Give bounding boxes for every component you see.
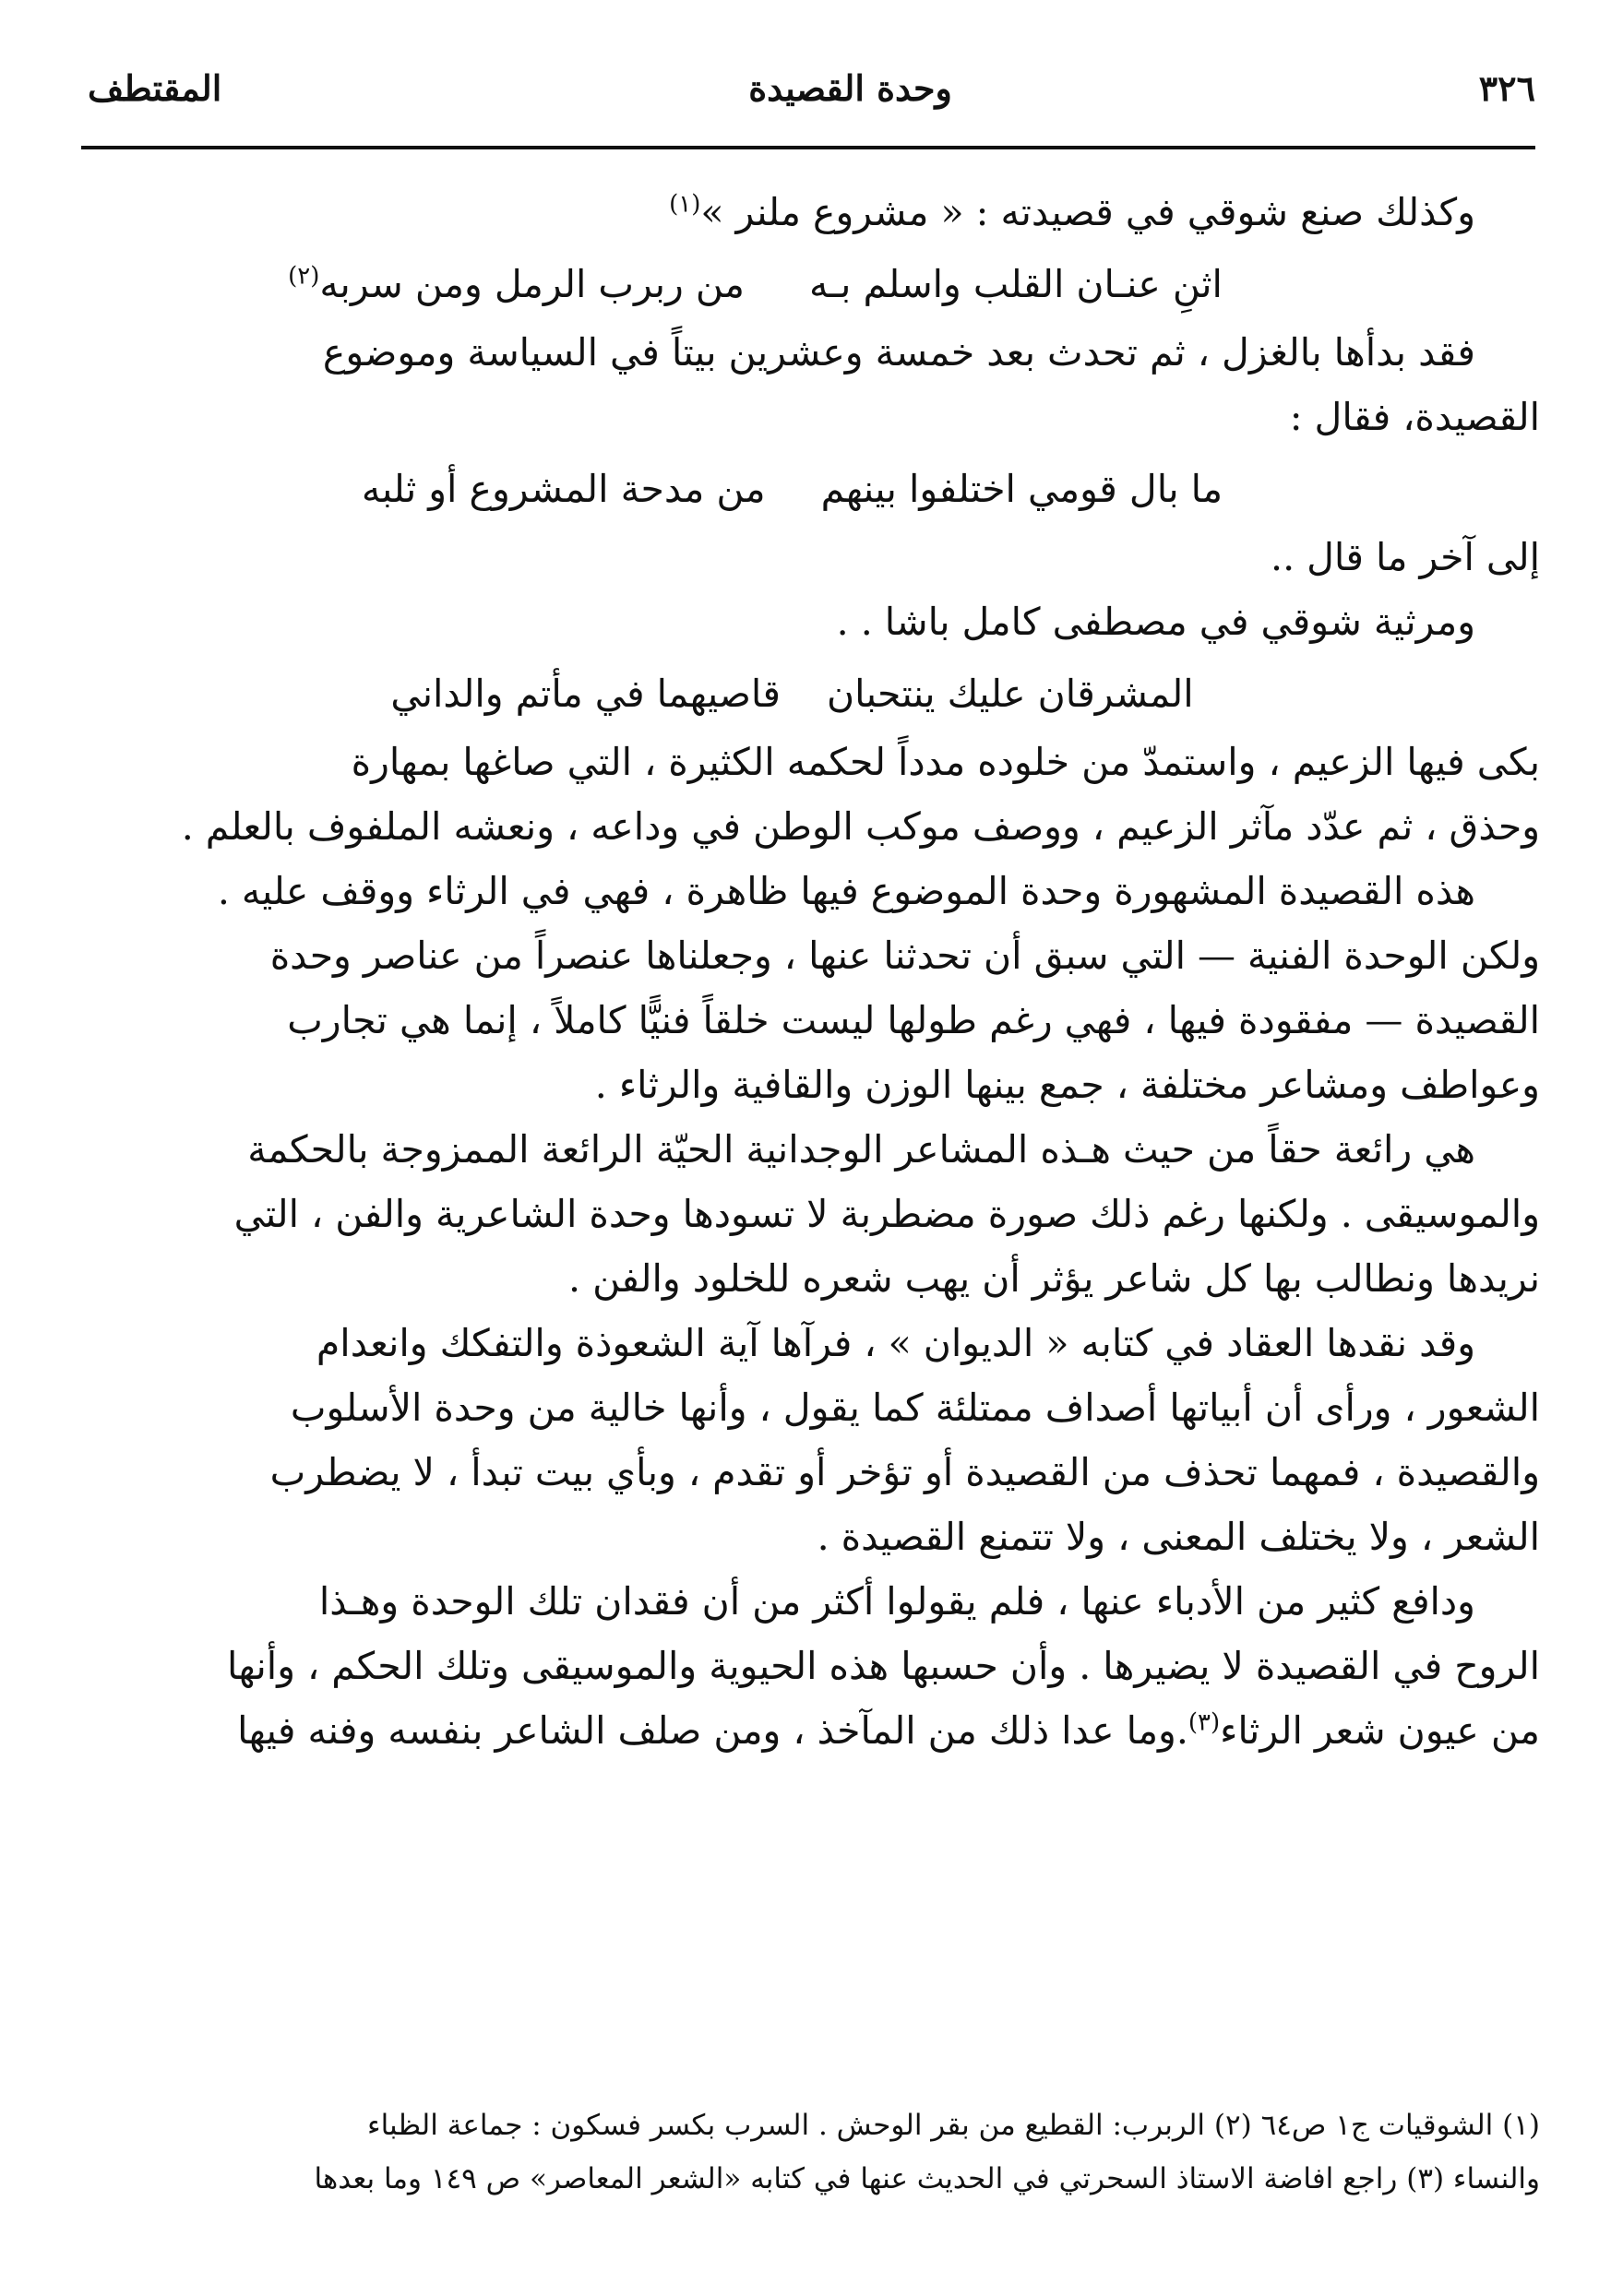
footnote-marker-3: (٣) — [1187, 1708, 1221, 1737]
paragraph-3: ومرثية شوقي في مصطفى كامل باشا . . — [836, 600, 1475, 644]
paragraph-7-line: نريدها ونطالب بها كل شاعر يؤثر أن يهب شعره للخلود والفن . — [568, 1256, 1540, 1301]
verse-2 — [81, 457, 1540, 521]
paragraph-8-line: والقصيدة ، فمهما تحذف من القصيدة أو تؤخر أو تقدم ، وبأي بيت تبدأ ، لا يضطرب — [269, 1450, 1540, 1494]
verse-3 — [81, 661, 1540, 726]
paragraph-8-line: الشعور ، ورأى أن أبياتها أصداف ممتلئة كما يقول ، وأنها خالية من وحدة الأسلوب — [290, 1386, 1540, 1430]
verse-1 — [81, 252, 1540, 316]
verse-3-first-hemistich: المشرقان عليك ينتحبان — [826, 672, 1194, 716]
footnote-marker-1: (١) — [669, 190, 701, 219]
paragraph-8-line: الشعر ، ولا يختلف المعنى ، ولا تتمنع القصيدة . — [817, 1515, 1540, 1559]
paragraph-4-line: بكى فيها الزعيم ، واستمدّ من خلوده مدداً لحكمه الكثيرة ، التي صاغها بمهارة — [351, 740, 1540, 784]
paragraph-2: إلى آخر ما قال .. — [1271, 535, 1540, 579]
verse-2-second-hemistich: من مدحة المشروع أو ثلبه — [361, 467, 766, 511]
paragraph-4-line: وحذق ، ثم عدّد مآثر الزعيم ، ووصف موكب الوطن في وداعه ، ونعشه الملفوف بالعلم . — [181, 804, 1540, 849]
header-rule — [81, 146, 1535, 149]
paragraph-9-line: الروح في القصيدة لا يضيرها . وأن حسبها هذه الحيوية والموسيقى وتلك الحكم ، وأنها — [227, 1644, 1540, 1688]
paragraph-1-line: القصيدة، فقال : — [1289, 395, 1540, 439]
page-header — [88, 55, 1535, 120]
running-title: وحدة القصيدة — [748, 66, 952, 109]
page-number: ٣٢٦ — [1478, 66, 1535, 109]
paragraph-1-line: فقد بدأها بالغزل ، ثم تحدث بعد خمسة وعشرين بيتاً في السياسة وموضوع — [322, 330, 1475, 375]
paragraph-9-line: من عيون شعر الرثاء$^{(٣)}$.وما عدا ذلك من المآخذ ، ومن صلف الشاعر بنفسه وفنه فيها — [237, 1708, 1540, 1753]
paragraph-7-line: والموسيقى . ولكنها رغم ذلك صورة مضطربة لا تسودها وحدة الشاعرية والفن ، التي — [233, 1192, 1540, 1236]
paragraph-6-line: ولكن الوحدة الفنية — التي سبق أن تحدثنا عنها ، وجعلناها عنصراً من عناصر وحدة — [269, 934, 1540, 978]
footnote-line: والنساء (٣) راجع افاضة الاستاذ السحرتي في الحديث عنها في كتابه «الشعر المعاصر» ص ١٤٩ وما بعدها — [314, 2162, 1540, 2195]
verse-2-first-hemistich: ما بال قومي اختلفوا بينهم — [820, 467, 1223, 511]
paragraph-6-line: القصيدة — مفقودة فيها ، فهي رغم طولها ليست خلقاً فنيًّا كاملاً ، إنما هي تجارب — [287, 998, 1540, 1042]
paragraph-5: هذه القصيدة المشهورة وحدة الموضوع فيها ظاهرة ، فهي في الرثاء ووقف عليه . — [217, 869, 1475, 913]
paragraph-8-line: وقد نقدها العقاد في كتابه « الديوان » ، فرآها آية الشعوذة والتفكك وانعدام — [316, 1321, 1475, 1365]
paragraph-9-line: ودافع كثير من الأدباء عنها ، فلم يقولوا أكثر من أن فقدان تلك الوحدة وهـذا — [318, 1579, 1475, 1624]
verse-3-second-hemistich: قاصيهما في مأتم والداني — [390, 672, 781, 716]
paragraph-6-line: وعواطف ومشاعر مختلفة ، جمع بينها الوزن والقافية والرثاء . — [594, 1063, 1540, 1107]
verse-1-second-hemistich: من ربرب الرمل ومن سربه$^{(٢)}$ — [288, 262, 746, 306]
journal-name: المقتطف — [88, 66, 222, 109]
intro-line: وكذلك صنع شوقي في قصيدته : « مشروع ملنر »$^{(١)}$ — [669, 190, 1475, 234]
article-body — [81, 180, 1540, 1763]
footnote-line: (١) الشوقيات ج١ ص٦٤ (٢) الربرب: القطيع من بقر الوحش . السرب بكسر فسكون : جماعة الظباء — [367, 2109, 1540, 2142]
verse-1-first-hemistich: اثنِ عنـان القلب واسلم بـه — [809, 262, 1223, 306]
paragraph-7-line: هي رائعة حقاً من حيث هـذه المشاعر الوجدانية الحيّة الرائعة الممزوجة بالحكمة — [247, 1127, 1475, 1172]
footnote-marker-2: (٢) — [288, 262, 320, 291]
footnotes — [81, 2099, 1540, 2206]
